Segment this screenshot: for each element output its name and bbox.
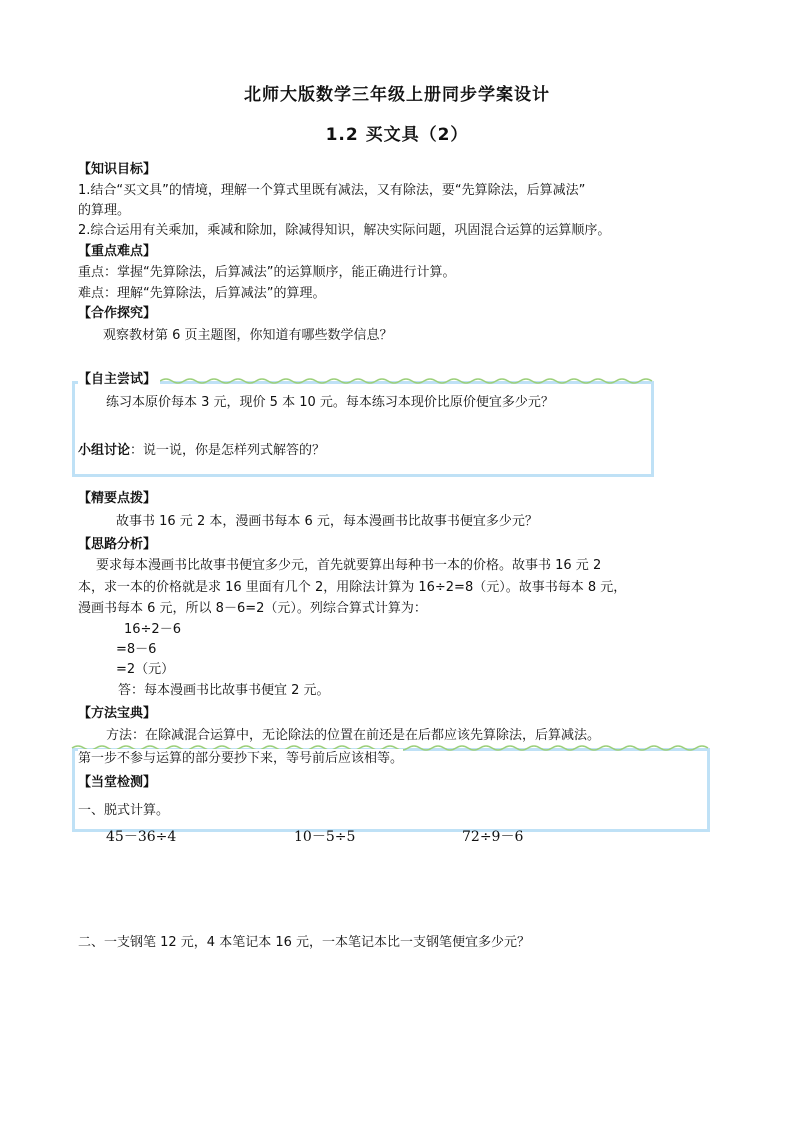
explore-heading: 【合作探究】	[78, 306, 157, 321]
group-discussion-label: 小组讨论	[78, 443, 131, 458]
group-discussion	[78, 441, 325, 461]
calc-item-2: 10－5÷5	[294, 829, 356, 845]
calc-step-3: =2（元）	[116, 662, 175, 677]
key-points-heading: 【重点难点】	[78, 244, 157, 259]
calc-item-3: 72÷9－6	[462, 829, 524, 845]
calc-item-1: 45－36÷4	[106, 829, 177, 845]
page-title: 北师大版数学三年级上册同步学案设计	[244, 85, 550, 105]
lesson-subtitle: 1.2 买文具（2）	[325, 125, 469, 145]
knowledge-goal-line-1: 1.结合“买文具”的情境，理解一个算式里既有减法，又有除法，要“先算除法，后算减法”	[78, 183, 586, 198]
self-try-heading: 【自主尝试】	[78, 370, 160, 390]
knowledge-goal-line-2: 2.综合运用有关乘加，乘减和除加，除减得知识，解决实际问题，巩固混合运算的运算顺序。	[78, 223, 611, 238]
analysis-line-2: 本，求一本的价格就是求 16 里面有几个 2，用除法计算为 16÷2=8（元）。故事书每本 8 元，	[78, 580, 627, 595]
self-try-problem: 练习本原价每本 3 元，现价 5 本 10 元。每本练习本现价比原价便宜多少元？	[106, 395, 554, 410]
method-line-1: 方法：在除减混合运算中，无论除法的位置在前还是在后都应该先算除法，后算减法。	[106, 728, 601, 743]
analysis-line-1: 要求每本漫画书比故事书便宜多少元，首先就要算出每种书一本的价格。故事书 16 元 2	[96, 558, 602, 573]
method-heading: 【方法宝典】	[78, 706, 157, 721]
tips-heading: 【精要点拨】	[78, 491, 157, 506]
analysis-answer: 答：每本漫画书比故事书便宜 2 元。	[118, 683, 330, 698]
key-point-text: 重点：掌握“先算除法，后算减法”的运算顺序，能正确进行计算。	[78, 265, 456, 280]
tips-text: 故事书 16 元 2 本，漫画书每本 6 元，每本漫画书比故事书便宜多少元？	[116, 514, 538, 529]
difficulty-text: 难点：理解“先算除法，后算减法”的算理。	[78, 286, 326, 301]
knowledge-goal-line-1b: 的算理。	[78, 203, 131, 218]
wave-border-top	[160, 377, 654, 385]
knowledge-goal-heading: 【知识目标】	[78, 162, 157, 177]
analysis-heading: 【思路分析】	[78, 537, 157, 552]
calc-step-2: =8－6	[116, 642, 157, 657]
check-q1-title: 一、脱式计算。	[78, 803, 170, 818]
group-discussion-text: ：说一说，你是怎样列式解答的？	[130, 443, 326, 458]
calc-step-1: 16÷2－6	[124, 622, 181, 637]
method-line-2: 第一步不参与运算的部分要抄下来，等号前后应该相等。	[78, 749, 403, 769]
check-q2: 二、一支钢笔 12 元，4 本笔记本 16 元，一本笔记本比一支钢笔便宜多少元？	[78, 935, 531, 950]
analysis-line-3: 漫画书每本 6 元，所以 8－6=2（元）。列综合算式计算为：	[78, 601, 427, 616]
explore-text: 观察教材第 6 页主题图，你知道有哪些数学信息？	[103, 328, 393, 343]
check-heading: 【当堂检测】	[78, 775, 157, 790]
